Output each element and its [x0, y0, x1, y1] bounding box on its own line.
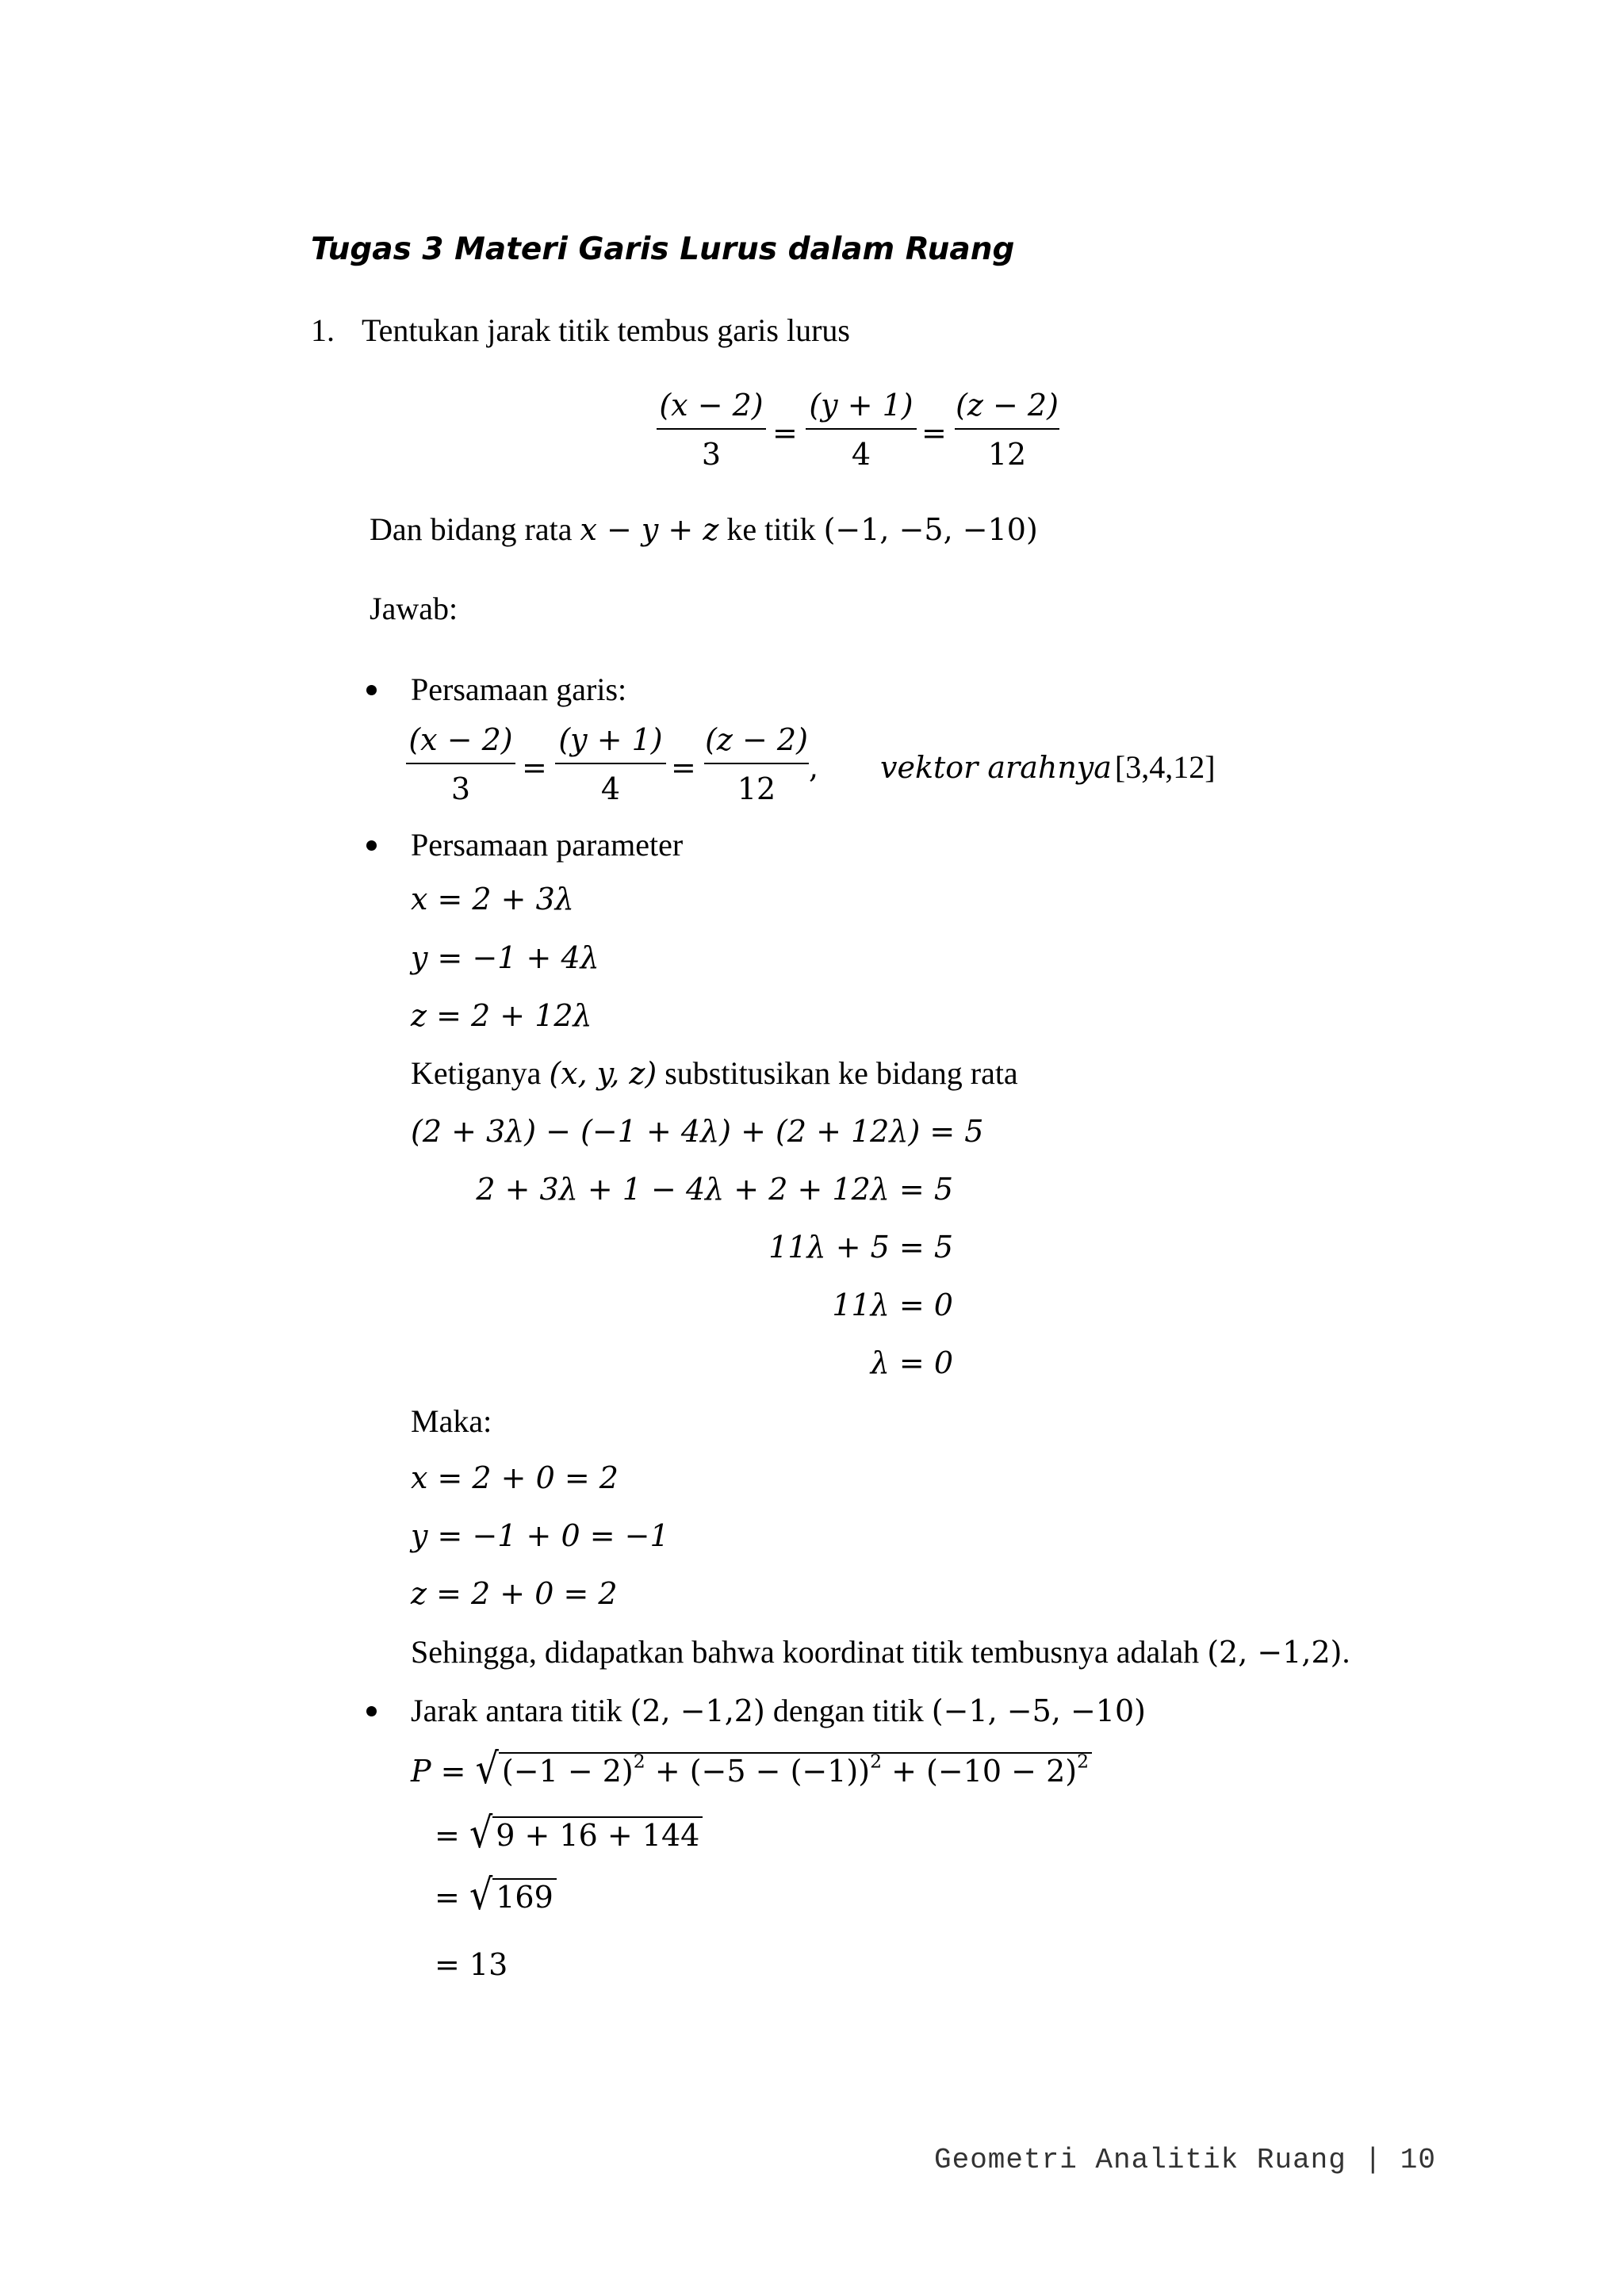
fraction-numerator: (z − 2)	[705, 722, 808, 757]
plane-text: Dan bidang rata	[370, 511, 573, 547]
fraction-bar	[704, 763, 809, 764]
square-root	[469, 1869, 557, 1919]
bullet-icon	[366, 685, 377, 695]
equals-sign: =	[435, 1880, 460, 1915]
param-x: x = 2 + 3λ	[411, 882, 574, 916]
vector-value: [3,4,12]	[1114, 749, 1216, 785]
calc-line: λ = 0	[870, 1345, 953, 1380]
fraction-denominator: 3	[701, 437, 722, 472]
param-y: y = −1 + 4λ	[411, 940, 599, 975]
subst-variables: (x, y, z)	[549, 1056, 657, 1091]
calc-line: (2 + 3λ) − (−1 + 4λ) + (2 + 12λ) = 5	[411, 1114, 984, 1149]
distance-step	[435, 1869, 557, 1919]
answer-label: Jawab:	[370, 591, 458, 626]
fraction-denominator: 12	[737, 771, 776, 806]
fraction-bar	[657, 428, 766, 430]
equals-sign: =	[921, 415, 947, 450]
param-z: z = 2 + 12λ	[411, 998, 592, 1033]
fraction-numerator: (y + 1)	[809, 388, 914, 423]
calc-line: 11λ = 0	[832, 1288, 953, 1322]
fraction-bar	[406, 763, 515, 764]
substitution-statement	[411, 1054, 1018, 1092]
distance-step	[435, 1808, 703, 1858]
step-label: Persamaan garis:	[411, 672, 627, 707]
equals-sign: =	[772, 415, 798, 450]
fraction-y	[555, 721, 666, 807]
fraction-denominator: 12	[987, 437, 1027, 472]
fraction-denominator: 4	[851, 437, 871, 472]
plane-statement	[370, 511, 1038, 548]
radicand: 9 + 16 + 144	[492, 1816, 703, 1853]
result-y: y = −1 + 0 = −1	[411, 1518, 669, 1553]
plane-expression: x − y + z	[580, 512, 719, 547]
conclusion-text: Sehingga, didapatkan bahwa koordinat titik tembusnya adalah	[411, 1634, 1200, 1670]
step-label: Persamaan parameter	[411, 827, 684, 863]
fraction-numerator: (x − 2)	[659, 388, 764, 423]
fraction-z	[955, 387, 1059, 473]
subst-text-after: substitusikan ke bidang rata	[665, 1055, 1018, 1091]
conclusion-period: .	[1342, 1634, 1350, 1670]
plane-text-mid: ke titik	[726, 511, 816, 547]
page-number: 10	[1400, 2144, 1436, 2176]
distance-text-mid: dengan titik	[772, 1693, 924, 1728]
radicand: $(-1 - 2)^2 + (-5 - (-1))^2 + (-10 - 2)^2$	[499, 1752, 1092, 1789]
result-x: x = 2 + 0 = 2	[411, 1460, 619, 1495]
page-title: Tugas 3 Materi Garis Lurus dalam Ruang	[311, 232, 1015, 267]
fraction-bar	[955, 428, 1059, 430]
footer-separator: |	[1364, 2144, 1383, 2176]
fraction-bar	[555, 763, 666, 764]
radical-icon: √	[469, 1869, 493, 1919]
conclusion	[411, 1633, 1350, 1670]
calc-line: 2 + 3λ + 1 − 4λ + 2 + 12λ = 5	[476, 1172, 953, 1207]
footer-title: Geometri Analitik Ruang	[934, 2144, 1346, 2176]
distance-result: = 13	[435, 1947, 508, 1982]
fraction-x	[657, 387, 766, 473]
page-footer	[934, 2144, 1436, 2176]
conclusion-point: (2, −1,2)	[1207, 1635, 1342, 1670]
equals-sign: =	[435, 1818, 460, 1853]
radical-icon: √	[469, 1808, 493, 1858]
equals-sign: =	[522, 750, 547, 785]
square-root	[475, 1743, 1092, 1793]
point-one: (2, −1,2)	[630, 1693, 765, 1728]
question-text: Tentukan jarak titik tembus garis lurus	[362, 312, 850, 348]
direction-vector	[880, 748, 1216, 786]
distance-text: Jarak antara titik	[411, 1693, 622, 1728]
fraction-denominator: 3	[450, 771, 471, 806]
bullet-icon	[366, 1706, 377, 1716]
fraction-numerator: (x − 2)	[408, 722, 513, 757]
fraction-numerator: (y + 1)	[558, 722, 663, 757]
equals-sign: =	[671, 750, 696, 785]
calc-line: 11λ + 5 = 5	[768, 1230, 953, 1265]
result-z: z = 2 + 0 = 2	[411, 1576, 618, 1611]
radicand: 169	[492, 1878, 557, 1915]
fraction-y	[806, 387, 917, 473]
bullet-icon	[366, 840, 377, 851]
point-two: (−1, −5, −10)	[931, 1693, 1146, 1728]
question-number: 1.	[311, 312, 335, 348]
maka-label: Maka:	[411, 1403, 492, 1439]
square-root	[469, 1808, 703, 1858]
subst-text: Ketiganya	[411, 1055, 542, 1091]
vector-label: vektor arahnya	[880, 750, 1112, 785]
radical-icon: √	[475, 1743, 499, 1793]
fraction-bar	[806, 428, 917, 430]
step-label	[411, 1692, 1146, 1729]
comma: ,	[809, 750, 819, 785]
given-point: (−1, −5, −10)	[823, 512, 1038, 547]
fraction-denominator: 4	[600, 771, 621, 806]
fraction-numerator: (z − 2)	[956, 388, 1059, 423]
fraction-x	[406, 721, 515, 807]
distance-lhs: P =	[411, 1754, 466, 1789]
distance-formula	[411, 1743, 1092, 1793]
fraction-z	[704, 721, 809, 807]
